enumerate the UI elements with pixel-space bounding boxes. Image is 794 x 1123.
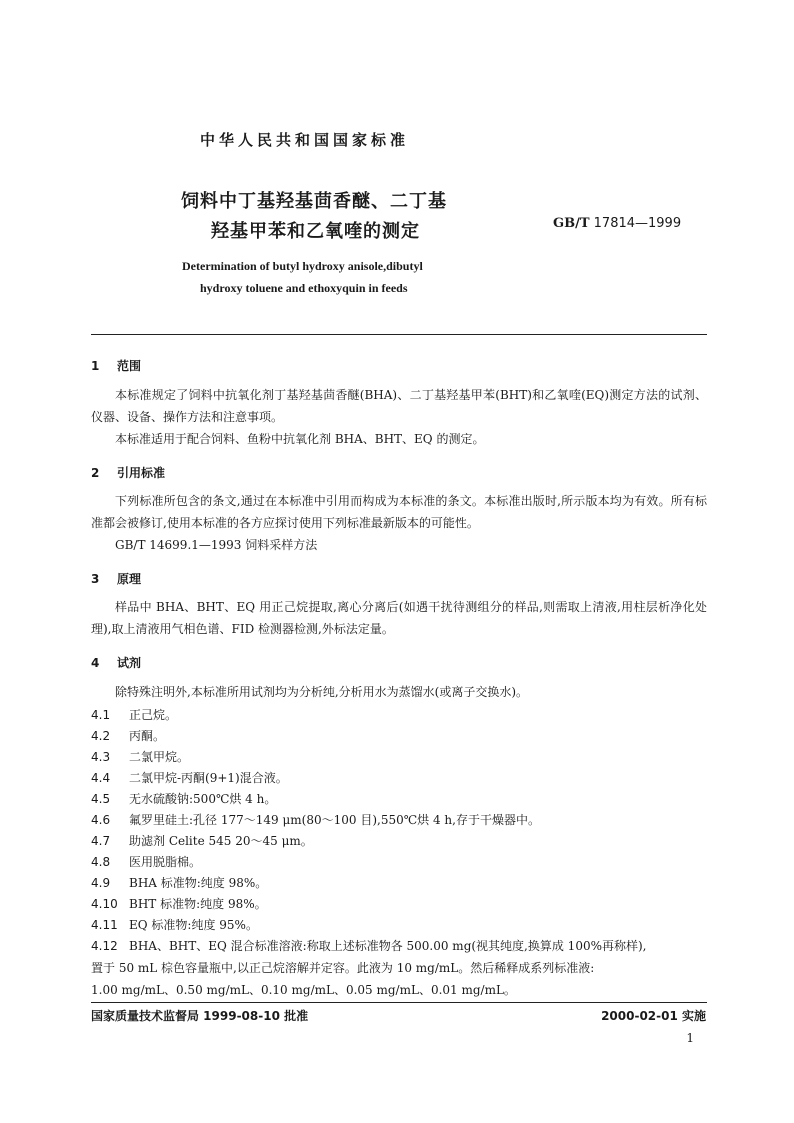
- section-3-para-1: 样品中 BHA、BHT、EQ 用正己烷提取,离心分离后(如遇干扰待测组分的样品,则需取上清液,用柱层析净化处理),取上清液用气相色谱、FID 检测器检测,外标法定量。: [91, 600, 707, 636]
- section-2-reference: GB/T 14699.1—1993 饲料采样方法: [115, 538, 318, 552]
- section-2-para-1: 下列标准所包含的条文,通过在本标准中引用而构成为本标准的条文。本标准出版时,所示版本均为有效。所有标准都会被修订,使用本标准的各方应探讨使用下列标准最新版本的可能性。: [91, 494, 707, 530]
- section-1-para-1: 本标准规定了饲料中抗氧化剂丁基羟基茴香醚(BHA)、二丁基羟基甲苯(BHT)和乙氧喹(EQ)测定方法的试剂、仪器、设备、操作方法和注意事项。: [91, 388, 707, 424]
- title-cn-line2: 羟基甲苯和乙氧喹的测定: [211, 221, 420, 242]
- reagent-item: 4.1 正己烷。: [91, 708, 178, 722]
- page-number: 1: [686, 1031, 694, 1045]
- reagent-item: 4.4 二氯甲烷-丙酮(9+1)混合液。: [91, 771, 288, 785]
- title-en-line2: hydroxy toluene and ethoxyquin in feeds: [200, 281, 408, 295]
- reagent-item-4-12-line2: 置于 50 mL 棕色容量瓶中,以正己烷溶解并定容。此液为 10 mg/mL。然后稀释成系列标准液:: [91, 961, 595, 975]
- section-3-heading: 3 原理: [91, 572, 142, 586]
- reagent-item: 4.8 医用脱脂棉。: [91, 855, 202, 869]
- section-4-para-1: 除特殊注明外,本标准所用试剂均为分析纯,分析用水为蒸馏水(或离子交换水)。: [115, 685, 528, 699]
- standard-header: 中华人民共和国国家标准: [200, 131, 410, 149]
- standard-code: [553, 216, 681, 231]
- reagent-item: 4.11 EQ 标准物:纯度 95%。: [91, 918, 258, 932]
- section-1-para-2: 本标准适用于配合饲料、鱼粉中抗氧化剂 BHA、BHT、EQ 的测定。: [115, 432, 485, 446]
- approval-note: 国家质量技术监督局 1999-08-10 批准: [91, 1009, 309, 1023]
- reagent-item: 4.10 BHT 标准物:纯度 98%。: [91, 897, 267, 911]
- standard-code-number: 17814—1999: [593, 216, 682, 231]
- standard-code-prefix: GB/T: [553, 216, 590, 231]
- title-en-line1: Determination of butyl hydroxy anisole,dibutyl: [182, 259, 423, 273]
- section-2-heading: 2 引用标准: [91, 466, 166, 480]
- footer-rule: [91, 1002, 707, 1003]
- reagent-item: 4.6 氟罗里硅土:孔径 177～149 μm(80～100 目),550℃烘 4 h,存于干燥器中。: [91, 813, 540, 827]
- section-1-heading: 1 范围: [91, 359, 142, 373]
- reagent-item-4-12-line1: 4.12 BHA、BHT、EQ 混合标准溶液:称取上述标准物各 500.00 mg(视其纯度,换算成 100%再称样),: [91, 939, 647, 953]
- reagent-item: 4.3 二氯甲烷。: [91, 750, 190, 764]
- section-4-heading: 4 试剂: [91, 656, 142, 670]
- implementation-date: 2000-02-01 实施: [601, 1009, 706, 1023]
- reagent-item-4-12-line3: 1.00 mg/mL、0.50 mg/mL、0.10 mg/mL、0.05 mg/mL、0.01 mg/mL。: [91, 983, 516, 997]
- header-rule: [91, 334, 707, 335]
- reagent-item: 4.5 无水硫酸钠:500℃烘 4 h。: [91, 792, 277, 806]
- title-cn-line1: 饲料中丁基羟基茴香醚、二丁基: [181, 191, 447, 212]
- reagent-item: 4.9 BHA 标准物:纯度 98%。: [91, 876, 268, 890]
- reagent-item: 4.7 助滤剂 Celite 545 20～45 μm。: [91, 834, 313, 848]
- reagent-item: 4.2 丙酮。: [91, 729, 166, 743]
